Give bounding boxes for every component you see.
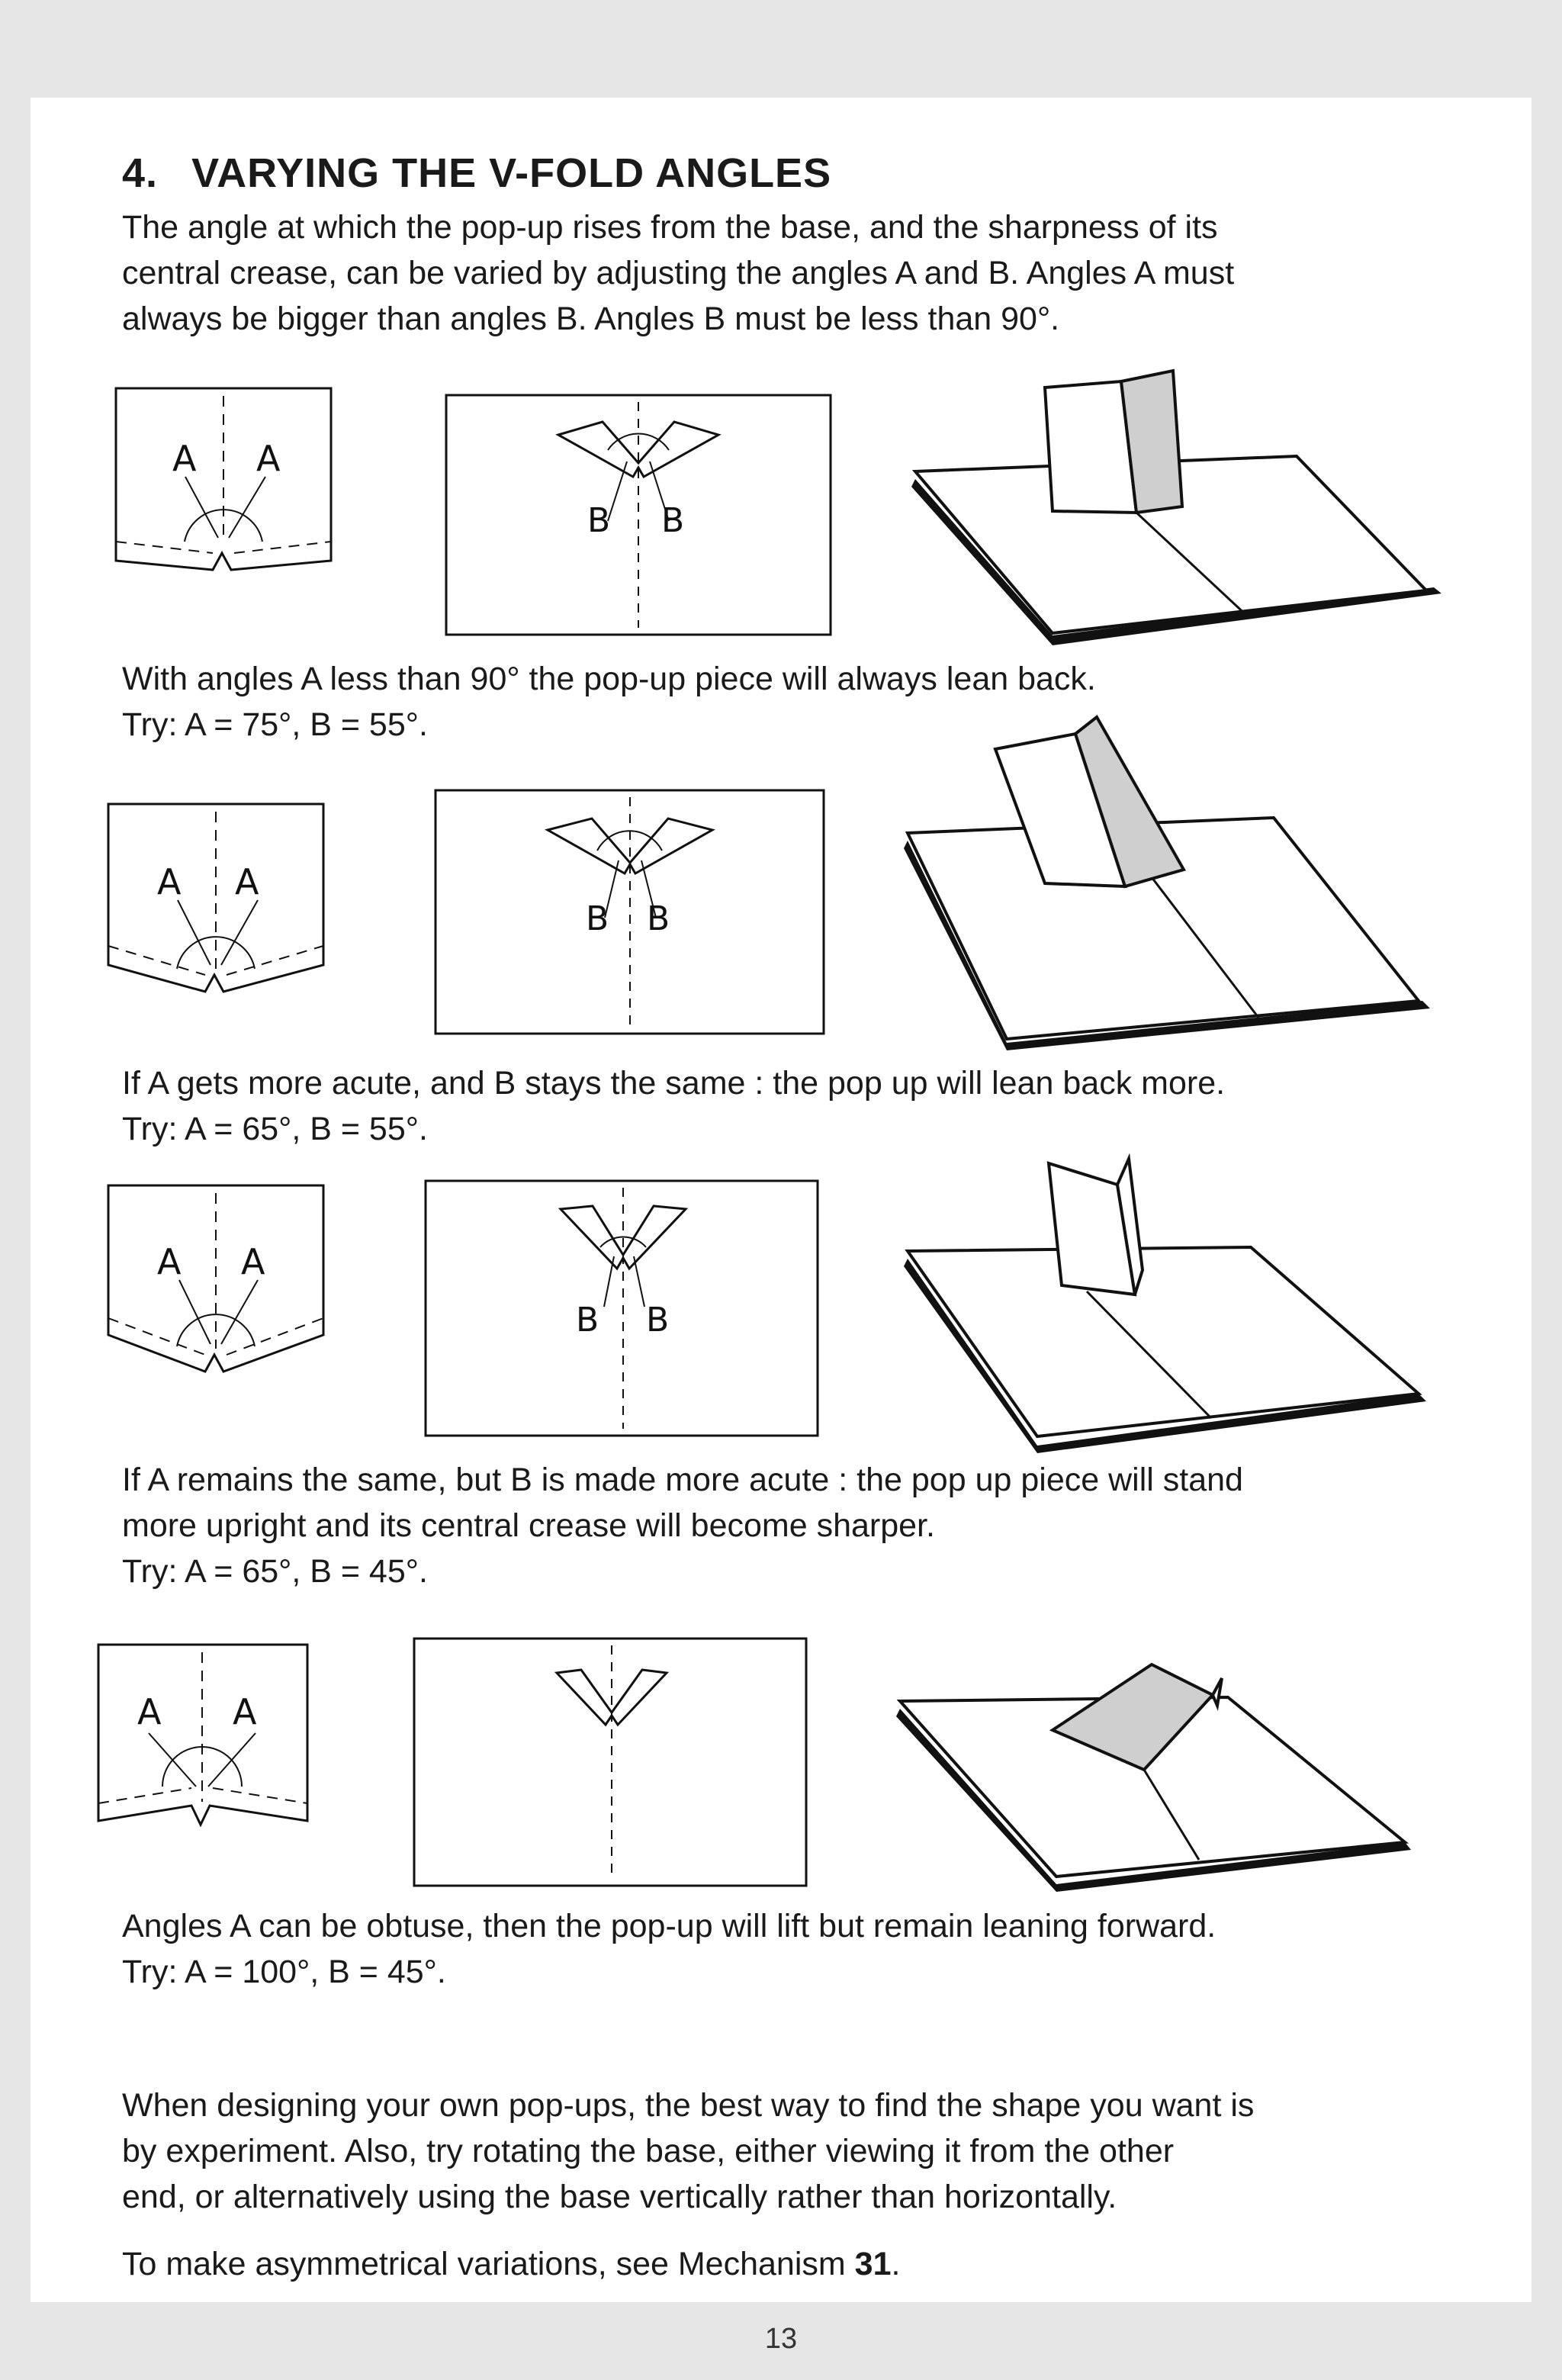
section-heading: [122, 150, 831, 197]
closing-line: by experiment. Also, try rotating the base, either viewing it from the other: [122, 2133, 1175, 2169]
angle-a-label: A: [235, 861, 259, 902]
caption-line: If A remains the same, but B is made more acute : the pop up piece will stand: [122, 1462, 1243, 1498]
intro-line: central crease, can be varied by adjusting the angles A and B. Angles A must: [122, 255, 1235, 291]
flat-piece-diagram: [105, 1182, 326, 1382]
popup-3d-diagram: [900, 1148, 1426, 1453]
closing-line: end, or alternatively using the base vertically rather than horizontally.: [122, 2179, 1117, 2215]
flat-piece-diagram: [105, 801, 326, 1001]
angle-b-label: B: [586, 899, 609, 938]
angle-a-label: A: [172, 438, 197, 479]
section-title: VARYING THE V-FOLD ANGLES: [191, 150, 832, 196]
caption-line: Try: A = 75°, B = 55°.: [122, 706, 428, 743]
flat-piece-diagram: [95, 1642, 310, 1841]
closing-paragraph: [122, 2082, 1419, 2220]
caption-line: Try: A = 100°, B = 45°.: [122, 1954, 446, 1990]
see-also-text: To make asymmetrical variations, see Mechanism: [122, 2246, 855, 2282]
section-number: 4.: [122, 150, 159, 196]
caption-line: With angles A less than 90° the pop-up piece will always lean back.: [122, 661, 1096, 697]
caption-line: If A gets more acute, and B stays the same : the pop up will lean back more.: [122, 1065, 1226, 1102]
caption-line: Try: A = 65°, B = 45°.: [122, 1553, 428, 1590]
example-caption: [122, 1060, 1419, 1152]
angle-a-label: A: [233, 1691, 257, 1732]
base-card-diagram: [444, 393, 833, 637]
intro-line: The angle at which the pop-up rises from the base, and the sharpness of its: [122, 209, 1218, 246]
example-caption: [122, 1903, 1419, 1995]
angle-b-label: B: [576, 1301, 599, 1340]
intro-paragraph: [122, 204, 1419, 342]
angle-a-label: A: [256, 438, 281, 479]
example-caption: [122, 1457, 1419, 1594]
caption-line: Angles A can be obtuse, then the pop-up will lift but remain leaning forward.: [122, 1908, 1216, 1944]
see-also-line: [122, 2241, 1419, 2287]
page-number: 13: [764, 2323, 798, 2355]
caption-line: more upright and its central crease will become sharper.: [122, 1507, 935, 1544]
angle-a-label: A: [241, 1241, 265, 1282]
intro-line: always be bigger than angles B. Angles B must be less than 90°.: [122, 301, 1060, 337]
caption-line: Try: A = 65°, B = 55°.: [122, 1111, 428, 1147]
angle-b-label: B: [587, 501, 611, 540]
base-card-diagram: [423, 1179, 820, 1438]
base-card-diagram: [412, 1636, 808, 1888]
closing-line: When designing your own pop-ups, the best way to find the shape you want is: [122, 2087, 1255, 2124]
base-card-diagram: [433, 788, 826, 1036]
see-also-suffix: .: [891, 2246, 901, 2282]
flat-piece-diagram: [113, 385, 334, 585]
angle-b-label: B: [661, 501, 685, 540]
angle-b-label: B: [647, 899, 670, 938]
mechanism-number: 31: [854, 2246, 892, 2282]
angle-a-label: A: [157, 1241, 182, 1282]
popup-3d-diagram: [908, 365, 1441, 647]
angle-a-label: A: [157, 861, 182, 902]
popup-3d-diagram: [892, 1655, 1411, 1892]
angle-a-label: A: [137, 1691, 162, 1732]
popup-3d-diagram: [900, 703, 1434, 1047]
angle-b-label: B: [646, 1301, 670, 1340]
